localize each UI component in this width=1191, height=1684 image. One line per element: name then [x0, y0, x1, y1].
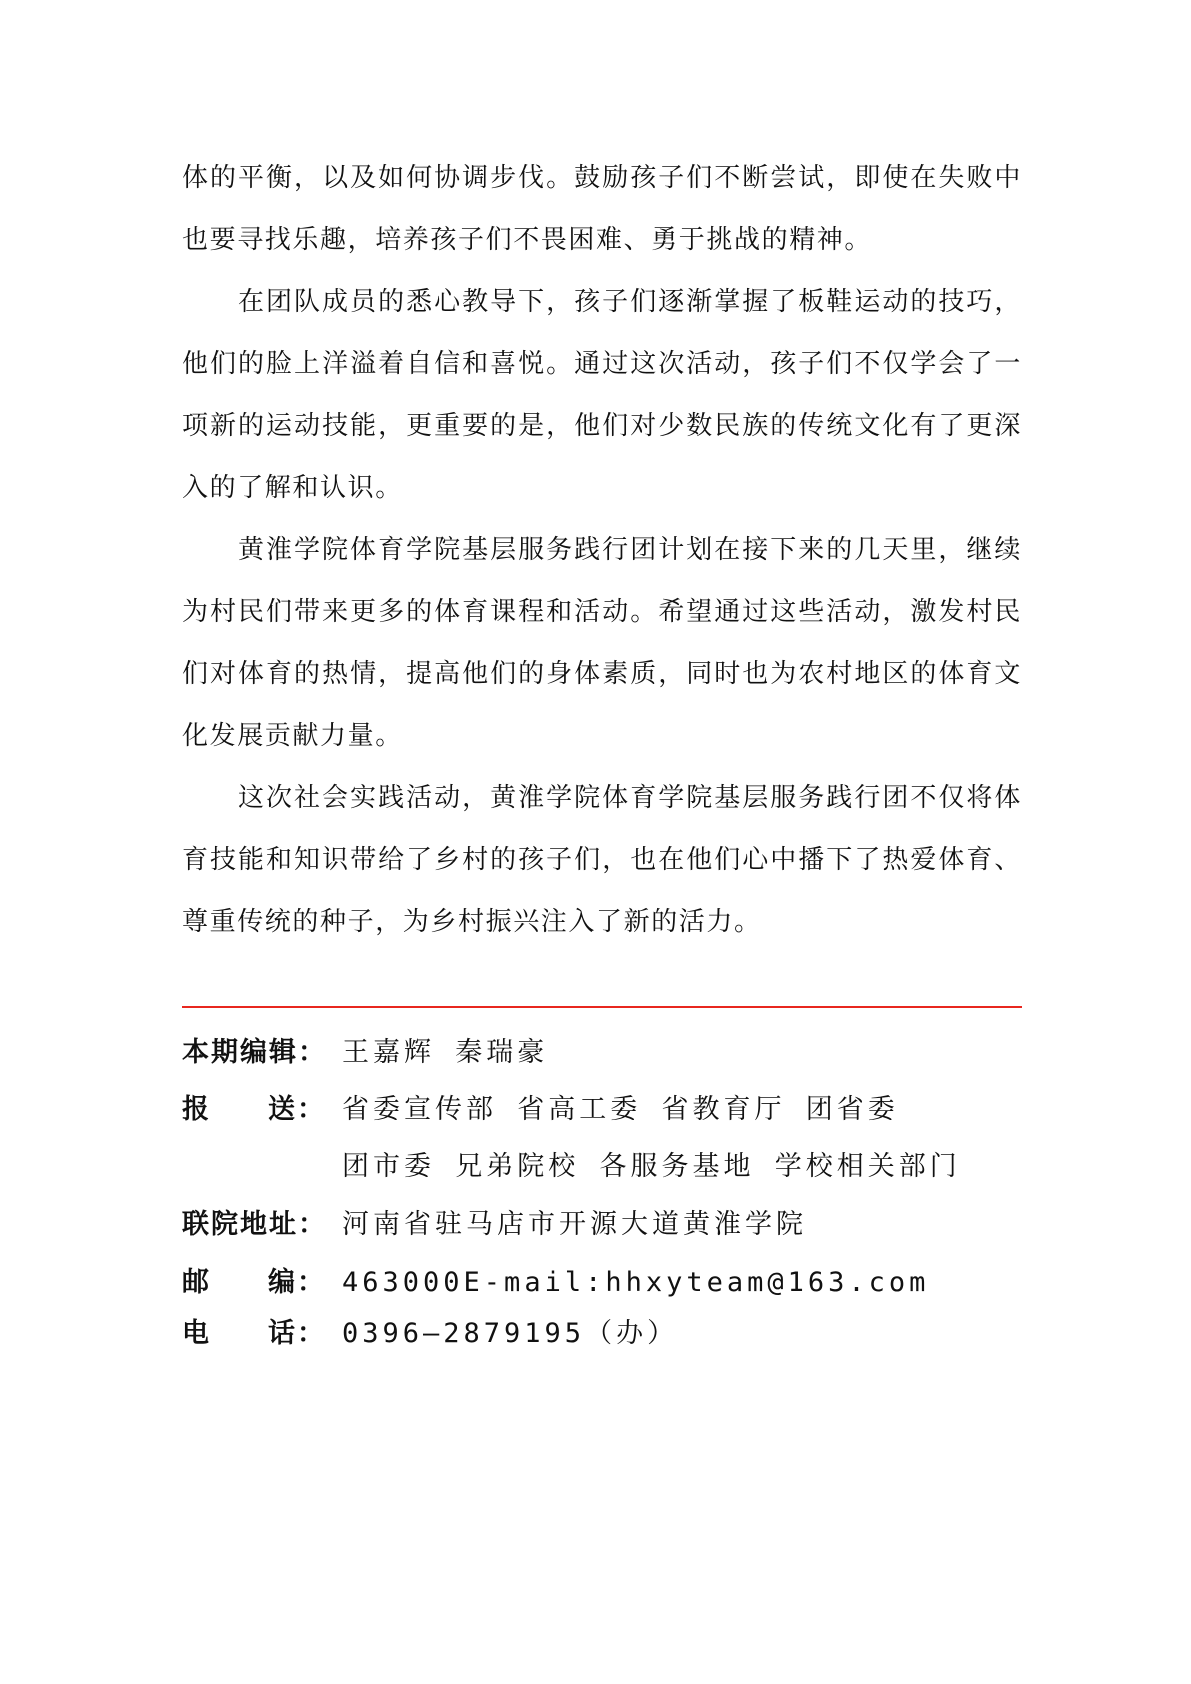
editor-names: 王嘉辉 秦瑞豪	[342, 1037, 549, 1068]
postcode-row	[182, 1260, 929, 1299]
article-paragraph-3: 黄淮学院体育学院基层服务践行团计划在接下来的几天里，继续为村民们带来更多的体育课程和活动。希望通过这些活动，激发村民们对体育的热情，提高他们的身体素质，同时也为农村地区的体育文化发展贡献力量。	[182, 535, 1022, 751]
editor-row	[182, 1030, 548, 1069]
send-to-recipients-line-1: 省委宣传部 省高工委 省教育厅 团省委	[342, 1094, 899, 1125]
email-value: E-mail:hhxyteam@163.com	[463, 1267, 930, 1298]
phone-value: 0396—2879195（办）	[342, 1318, 679, 1349]
editor-label: 本期编辑：	[182, 1037, 327, 1068]
address-label: 联院地址：	[182, 1209, 327, 1240]
phone-label: 电 话：	[182, 1318, 326, 1349]
phone-row	[182, 1311, 678, 1350]
article-body	[182, 147, 1022, 953]
red-divider-line	[182, 1006, 1022, 1008]
postcode-value: 463000	[342, 1267, 464, 1298]
article-paragraph-2: 在团队成员的悉心教导下，孩子们逐渐掌握了板鞋运动的技巧，他们的脸上洋溢着自信和喜悦。通过这次活动，孩子们不仅学会了一项新的运动技能，更重要的是，他们对少数民族的传统文化有了更深入的了解和认识。	[182, 287, 1022, 503]
send-to-recipients-line-2: 团市委 兄弟院校 各服务基地 学校相关部门	[342, 1151, 961, 1182]
postcode-label: 邮 编：	[182, 1267, 326, 1298]
address-value: 河南省驻马店市开源大道黄淮学院	[342, 1209, 807, 1240]
address-row	[182, 1202, 807, 1241]
send-to-row	[182, 1087, 899, 1126]
article-paragraph-1: 体的平衡，以及如何协调步伐。鼓励孩子们不断尝试，即使在失败中也要寻找乐趣，培养孩子们不畏困难、勇于挑战的精神。	[182, 163, 1022, 255]
article-paragraph-4: 这次社会实践活动，黄淮学院体育学院基层服务践行团不仅将体育技能和知识带给了乡村的孩子们，也在他们心中播下了热爱体育、尊重传统的种子，为乡村振兴注入了新的活力。	[182, 783, 1022, 937]
send-to-label: 报 送：	[182, 1094, 326, 1125]
send-to-continuation-row	[182, 1144, 961, 1183]
